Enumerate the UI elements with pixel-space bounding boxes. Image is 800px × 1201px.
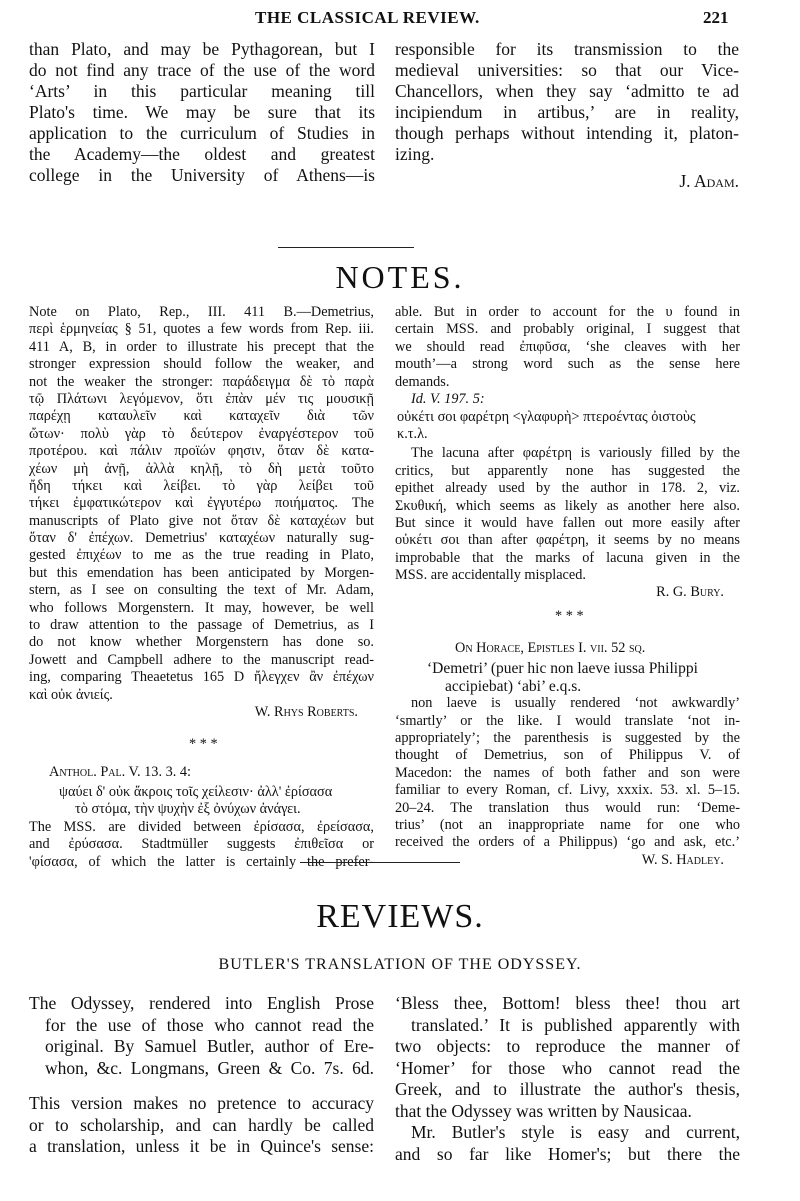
- text-line: certain MSS. and probably original, I suggest that: [395, 321, 740, 338]
- text-line: do not know whether Morgenstern has done so.: [29, 634, 374, 651]
- text-line: ‘Bless thee, Bottom! bless thee! thou art: [395, 993, 740, 1013]
- text-line: received the orders of a Philippus) ‘go and ask, etc.’: [395, 834, 740, 851]
- text-line: incipiendum in artibus,’ are in reality,: [395, 102, 739, 122]
- text-line: προτέρου. καὶ πάλιν προϊών φησιν, ὅταν δὲ κατα-: [29, 443, 374, 460]
- notes-left-column: [29, 305, 374, 872]
- text-line: improbable that the marks of lacuna given in the: [395, 549, 740, 566]
- text-line: we should read ἐπιφῦσα, ‘she cleaves with her: [395, 338, 740, 355]
- text-line: 'φίσασα, of which the latter is certainly the prefer-: [29, 853, 374, 870]
- text-line: izing.: [395, 144, 435, 164]
- quote-line: accipiebat) ‘abi’ e.q.s.: [445, 677, 582, 695]
- text-line: thought of Demetrius, son of Philippus V. of: [395, 747, 740, 764]
- text-line: ὤτων· πολὺ γὰρ τὸ δεύτερον ἐναργέστερον τοῦ: [29, 425, 374, 442]
- text-line: college in the University of Athens—is: [29, 165, 375, 185]
- text-line: appropriately’; the parenthesis is suggested by the: [395, 730, 740, 747]
- text-line: application to the curriculum of Studies in: [29, 123, 375, 143]
- anthol-heading: Anthol. Pal. V. 13. 3. 4:: [49, 763, 192, 780]
- text-line: ‘Arts’ in this particular meaning till: [29, 81, 375, 101]
- page-number: 221: [703, 8, 729, 27]
- text-line: a translation, unless it be in Quince's sense:: [29, 1136, 374, 1156]
- text-line: ἤδη τήκει καὶ λείβει. τὸ γὰρ λείβει τοῦ: [29, 477, 374, 494]
- horace-heading: On Horace, Epistles I. vii. 52 sq.: [455, 640, 646, 657]
- author-signature: R. G. Bury.: [656, 584, 724, 601]
- text-line: καὶ οὐκ ἀνιείς.: [29, 686, 113, 703]
- reviews-heading: REVIEWS.: [316, 898, 484, 935]
- asterism: * * *: [555, 608, 584, 625]
- text-line: to draw attention to the passage of Demetrius, as I: [29, 617, 374, 634]
- text-line: that the Odyssey was written by Nausicaa.: [395, 1100, 692, 1121]
- text-line: The lacuna after φαρέτρη is variously filled by the: [411, 445, 740, 462]
- text-line: two objects: to reproduce the manner of: [395, 1036, 740, 1056]
- text-line: for the use of those who cannot read the: [45, 1014, 374, 1035]
- notes-right-column: [395, 305, 740, 871]
- text-line: than Plato, and may be Pythagorean, but I: [29, 39, 375, 59]
- text-line: χέων μὴ ἀνῇ, ἀλλὰ κηλῇ, τὸ δὴ μετὰ τοῦτο: [29, 460, 374, 477]
- notes-heading: NOTES.: [335, 259, 465, 295]
- text-line: or to scholarship, and can hardly be called: [29, 1114, 374, 1135]
- author-signature: W. Rhys Roberts.: [254, 703, 358, 720]
- text-line: familiar to every Roman, cf. Livy, xxxix. 53. xl. 5–15.: [395, 782, 740, 799]
- text-line: able. But in order to account for the υ found in: [395, 304, 740, 320]
- text-line: Plato's time. We may be sure that its: [29, 102, 375, 122]
- text-line: ‘Homer’ for those who cannot read the: [395, 1057, 740, 1078]
- text-line: critics, but apparently none has suggested the: [395, 462, 740, 479]
- review-right-column: [395, 995, 740, 1167]
- adam-article-right-column: [395, 41, 739, 194]
- text-line: οὐκέτι σοι than after φαρέτρη, it seems by no means: [395, 532, 740, 549]
- text-line: stern, as I see on consulting the text of Mr. Adam,: [29, 582, 374, 599]
- text-line: gested ἐπιχέων to me as the true reading in Plato,: [29, 547, 374, 564]
- quote-line: οὐκέτι σοι φαρέτρη <γλαφυρὴ> πτεροέντας ὀιστοὺς: [397, 408, 696, 425]
- author-signature: J. Adam.: [679, 171, 739, 191]
- text-line: medieval universities: so that our Vice-: [395, 60, 739, 80]
- author-signature: W. S. Hadley.: [641, 851, 724, 868]
- text-line: The Odyssey, rendered into English Prose: [29, 993, 374, 1013]
- section-divider: [278, 247, 414, 248]
- text-line: Jowett and Campbell adhere to the manuscript read-: [29, 651, 374, 668]
- text-line: παρέχῃ καταυλεῖν καὶ καταχεῖν διὰ τῶν: [29, 408, 374, 425]
- journal-title: THE CLASSICAL REVIEW.: [255, 8, 480, 27]
- text-line: Σκυθική, which seems as likely as another here also.: [395, 497, 740, 514]
- text-line: The MSS. are divided between ἐρίσασα, ἐρείσασα,: [29, 818, 374, 835]
- text-line: non laeve is usually rendered ‘not awkwardly’: [411, 695, 740, 712]
- text-line: Macedon: the names of both father and son were: [395, 764, 740, 781]
- text-line: translated.’ It is published apparently with: [411, 1014, 740, 1035]
- section-divider: [300, 862, 460, 863]
- text-line: MSS. are accidentally misplaced.: [395, 567, 586, 584]
- text-line: mouth’—a strong word such as the sense here: [395, 356, 740, 373]
- text-line: stronger expression should follow the weaker, and: [29, 356, 374, 373]
- text-line: τῷ Πλάτωνι λεγόμενον, ὅτι ἐπὰν μέν τις μουσικῇ: [29, 390, 374, 407]
- text-line: not the weaker the stronger: παράδειγμα δὲ τὸ παρὰ: [29, 373, 374, 390]
- text-line: who follows Morgenstern. It may, however, be well: [29, 599, 374, 616]
- text-line: epithet already used by the author in 178. 2, viz.: [395, 480, 740, 497]
- text-line: ‘smartly’ or the like. I would translate ‘not in-: [395, 712, 740, 729]
- text-line: manuscripts of Plato give not ὅταν δὲ καταχέων but: [29, 512, 374, 529]
- text-line: do not find any trace of the use of the word: [29, 60, 375, 80]
- running-header: [0, 4, 800, 28]
- text-line: ὅταν δ' ἐπέχων. Demetrius' καταχέων naturally sug-: [29, 530, 374, 547]
- text-line: But since it would have fallen out more easily after: [395, 514, 740, 531]
- quote-line: ψαύει δ' οὐκ ἄκροις τοῖς χείλεσιν· ἀλλ' ἐρίσασα: [59, 783, 333, 800]
- adam-article-left-column: [29, 41, 375, 188]
- quote-line: τὸ στόμα, τὴν ψυχὴν ἐξ ὀνύχων ἀνάγει.: [75, 801, 301, 818]
- quote-line: ‘Demetri’ (puer hic non laeve iussa Philippi: [427, 660, 698, 678]
- asterism: * * *: [189, 735, 218, 752]
- text-line: demands.: [395, 373, 450, 390]
- text-line: τήκει ἐμφατικώτερον καὶ ἐγγυτέρω ποιήματος. The: [29, 495, 374, 512]
- text-line: ing, comparing Theaetetus 165 D ἤλεγχεν ἂν ἐπέχων: [29, 669, 374, 686]
- text-line: 411 A, B, in order to illustrate his precept that the: [29, 338, 374, 355]
- text-line: original. By Samuel Butler, author of Ere-: [45, 1036, 374, 1056]
- quote-line: κ.τ.λ.: [397, 426, 428, 443]
- review-left-column: [29, 995, 374, 1160]
- text-line: the Academy—the oldest and greatest: [29, 144, 375, 164]
- text-line: responsible for its transmission to the: [395, 39, 739, 59]
- text-line: This version makes no pretence to accuracy: [29, 1093, 374, 1113]
- text-line: trius’ (not an inappropriate name for one who: [395, 816, 740, 833]
- text-line: and so far like Homer's; but there the: [395, 1143, 740, 1164]
- text-line: Note on Plato, Rep., III. 411 B.—Demetrius,: [29, 304, 374, 320]
- text-line: and ἐρύσασα. Stadtmüller suggests ἐπιθεῖσα or: [29, 836, 374, 853]
- text-line: though perhaps without intending it, platon-: [395, 123, 739, 143]
- text-line: περὶ ἑρμηνείας § 51, quotes a few words from Rep. iii.: [29, 321, 374, 338]
- text-line: whon, &c. Longmans, Green & Co. 7s. 6d.: [45, 1057, 374, 1078]
- text-line: Chancellors, when they say ‘admitto te ad: [395, 81, 739, 101]
- text-line: but this emendation has been anticipated by Morgen-: [29, 564, 374, 581]
- bury-reference: Id. V. 197. 5:: [411, 390, 485, 407]
- review-title: BUTLER'S TRANSLATION OF THE ODYSSEY.: [218, 956, 582, 973]
- text-line: Greek, and to illustrate the author's thesis,: [395, 1079, 740, 1099]
- text-line: Mr. Butler's style is easy and current,: [411, 1122, 740, 1142]
- text-line: 20–24. The translation thus would run: ‘Deme-: [395, 799, 740, 816]
